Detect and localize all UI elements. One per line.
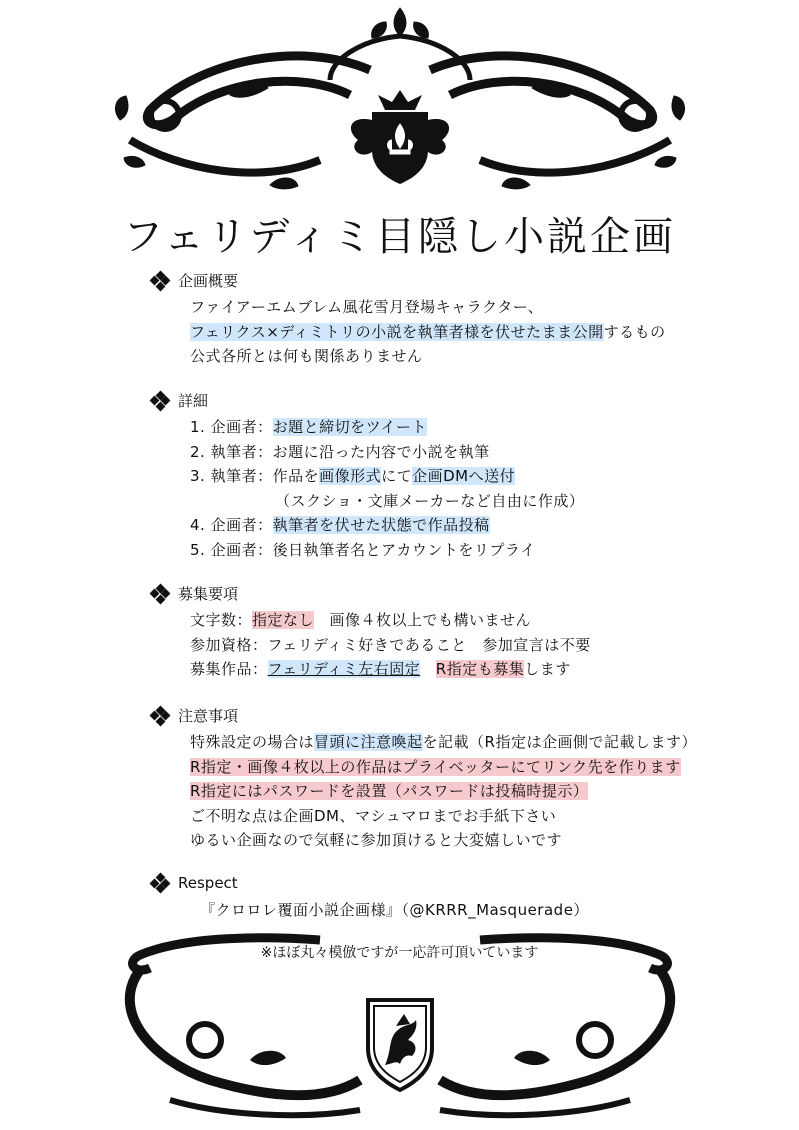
- section-heading-text: 募集要項: [178, 585, 239, 603]
- highlighted-text: R指定も募集: [435, 660, 525, 678]
- section-heading: [150, 873, 238, 893]
- diamond-bullet-icon: [150, 706, 170, 726]
- text-segment: 『クロロレ覆面小説企画様』（@KRRR_Masquerade）: [200, 901, 589, 919]
- section-heading: [150, 583, 238, 604]
- highlighted-text: フェリディミ左右固定: [267, 660, 421, 678]
- highlighted-text: フェリクス×ディミトリの小説を執筆者様を伏せたまま公開: [190, 322, 604, 341]
- diamond-bullet-icon: [150, 873, 170, 893]
- text-line: [190, 345, 423, 366]
- text-segment: 4. 企画者：: [190, 516, 273, 534]
- text-line: [190, 321, 666, 342]
- section-heading-text: 詳細: [178, 392, 209, 410]
- text-line: [190, 780, 588, 801]
- section-heading-text: Respect: [178, 874, 238, 892]
- section-heading: [150, 705, 238, 726]
- page-title: フェリディミ目隠し小説企画: [123, 214, 676, 260]
- section-heading: [150, 270, 238, 291]
- text-segment: 公式各所とは何も関係ありません: [190, 347, 423, 365]
- diamond-bullet-icon: [150, 271, 170, 291]
- text-line: [190, 296, 543, 317]
- highlighted-text: お題と締切をツイート: [272, 418, 427, 436]
- text-segment: 2. 執筆者：お題に沿った内容で小説を執筆: [190, 442, 490, 461]
- highlighted-text: 執筆者を伏せた状態で作品投稿: [272, 516, 490, 534]
- shield-icon: [368, 1000, 432, 1090]
- text-segment: ゆるい企画なので気軽に参加頂けると大変嬉しいです: [190, 831, 563, 849]
- text-segment: 特殊設定の場合は: [190, 733, 315, 751]
- text-segment: ご不明な点は企画DM、マシュマロまでお手紙下さい: [190, 806, 557, 825]
- top-ornament: [0, 0, 799, 200]
- text-line: [190, 731, 697, 752]
- permission-note: ※ほぼ丸々模倣ですが一応許可頂いています: [260, 945, 539, 961]
- text-line: [190, 416, 427, 437]
- section-heading: [150, 390, 208, 411]
- highlighted-text: 指定なし: [252, 611, 315, 629]
- text-segment: 5. 企画者：後日執筆者名とアカウントをリプライ: [190, 540, 536, 559]
- text-line: [190, 829, 562, 850]
- text-line: [190, 634, 591, 655]
- diamond-bullet-icon: [150, 391, 170, 411]
- text-line: [190, 756, 681, 777]
- text-segment: 募集作品：: [190, 660, 268, 678]
- text-line: [190, 539, 535, 560]
- highlighted-text: R指定にはパスワードを設置（パスワードは投稿時提示）: [190, 782, 589, 800]
- highlighted-text: 冒頭に注意喚起: [314, 733, 423, 751]
- highlighted-text: R指定・画像４枚以上の作品はプライベッターにてリンク先を作ります: [190, 757, 681, 776]
- text-line: [190, 465, 515, 486]
- text-segment: するもの: [603, 322, 666, 341]
- text-segment: を記載（R指定は企画側で記載します）: [422, 733, 697, 751]
- text-segment: （スクショ・文庫メーカーなど自由に作成）: [275, 491, 585, 510]
- text-line: [200, 899, 589, 920]
- highlighted-text: 画像形式: [319, 467, 382, 485]
- text-line: [190, 805, 556, 826]
- text-line: [190, 658, 571, 679]
- highlighted-text: 企画DMへ送付: [412, 467, 516, 485]
- diamond-bullet-icon: [150, 584, 170, 604]
- text-segment: 参加資格：フェリディミ好きであること 参加宣言は不要: [190, 635, 591, 654]
- section-heading-text: 企画概要: [178, 272, 239, 290]
- text-line: [275, 490, 584, 511]
- text-segment: 画像４枚以上でも構いません: [314, 611, 532, 629]
- text-line: [190, 609, 531, 630]
- text-segment: 文字数：: [190, 611, 253, 629]
- section-heading-text: 注意事項: [178, 707, 239, 725]
- text-segment: 3. 執筆者：作品を: [190, 467, 320, 485]
- text-line: [190, 441, 490, 462]
- text-segment: します: [524, 660, 571, 678]
- text-segment: [420, 660, 436, 678]
- bottom-ornament: [0, 930, 799, 1130]
- text-segment: 1. 企画者：: [190, 418, 273, 436]
- text-line: [190, 514, 490, 535]
- text-segment: ファイアーエムブレム風花雪月登場キャラクター、: [190, 298, 544, 316]
- leaf-icon: [394, 8, 406, 36]
- crest-icon: [351, 90, 449, 184]
- text-segment: にて: [381, 467, 413, 485]
